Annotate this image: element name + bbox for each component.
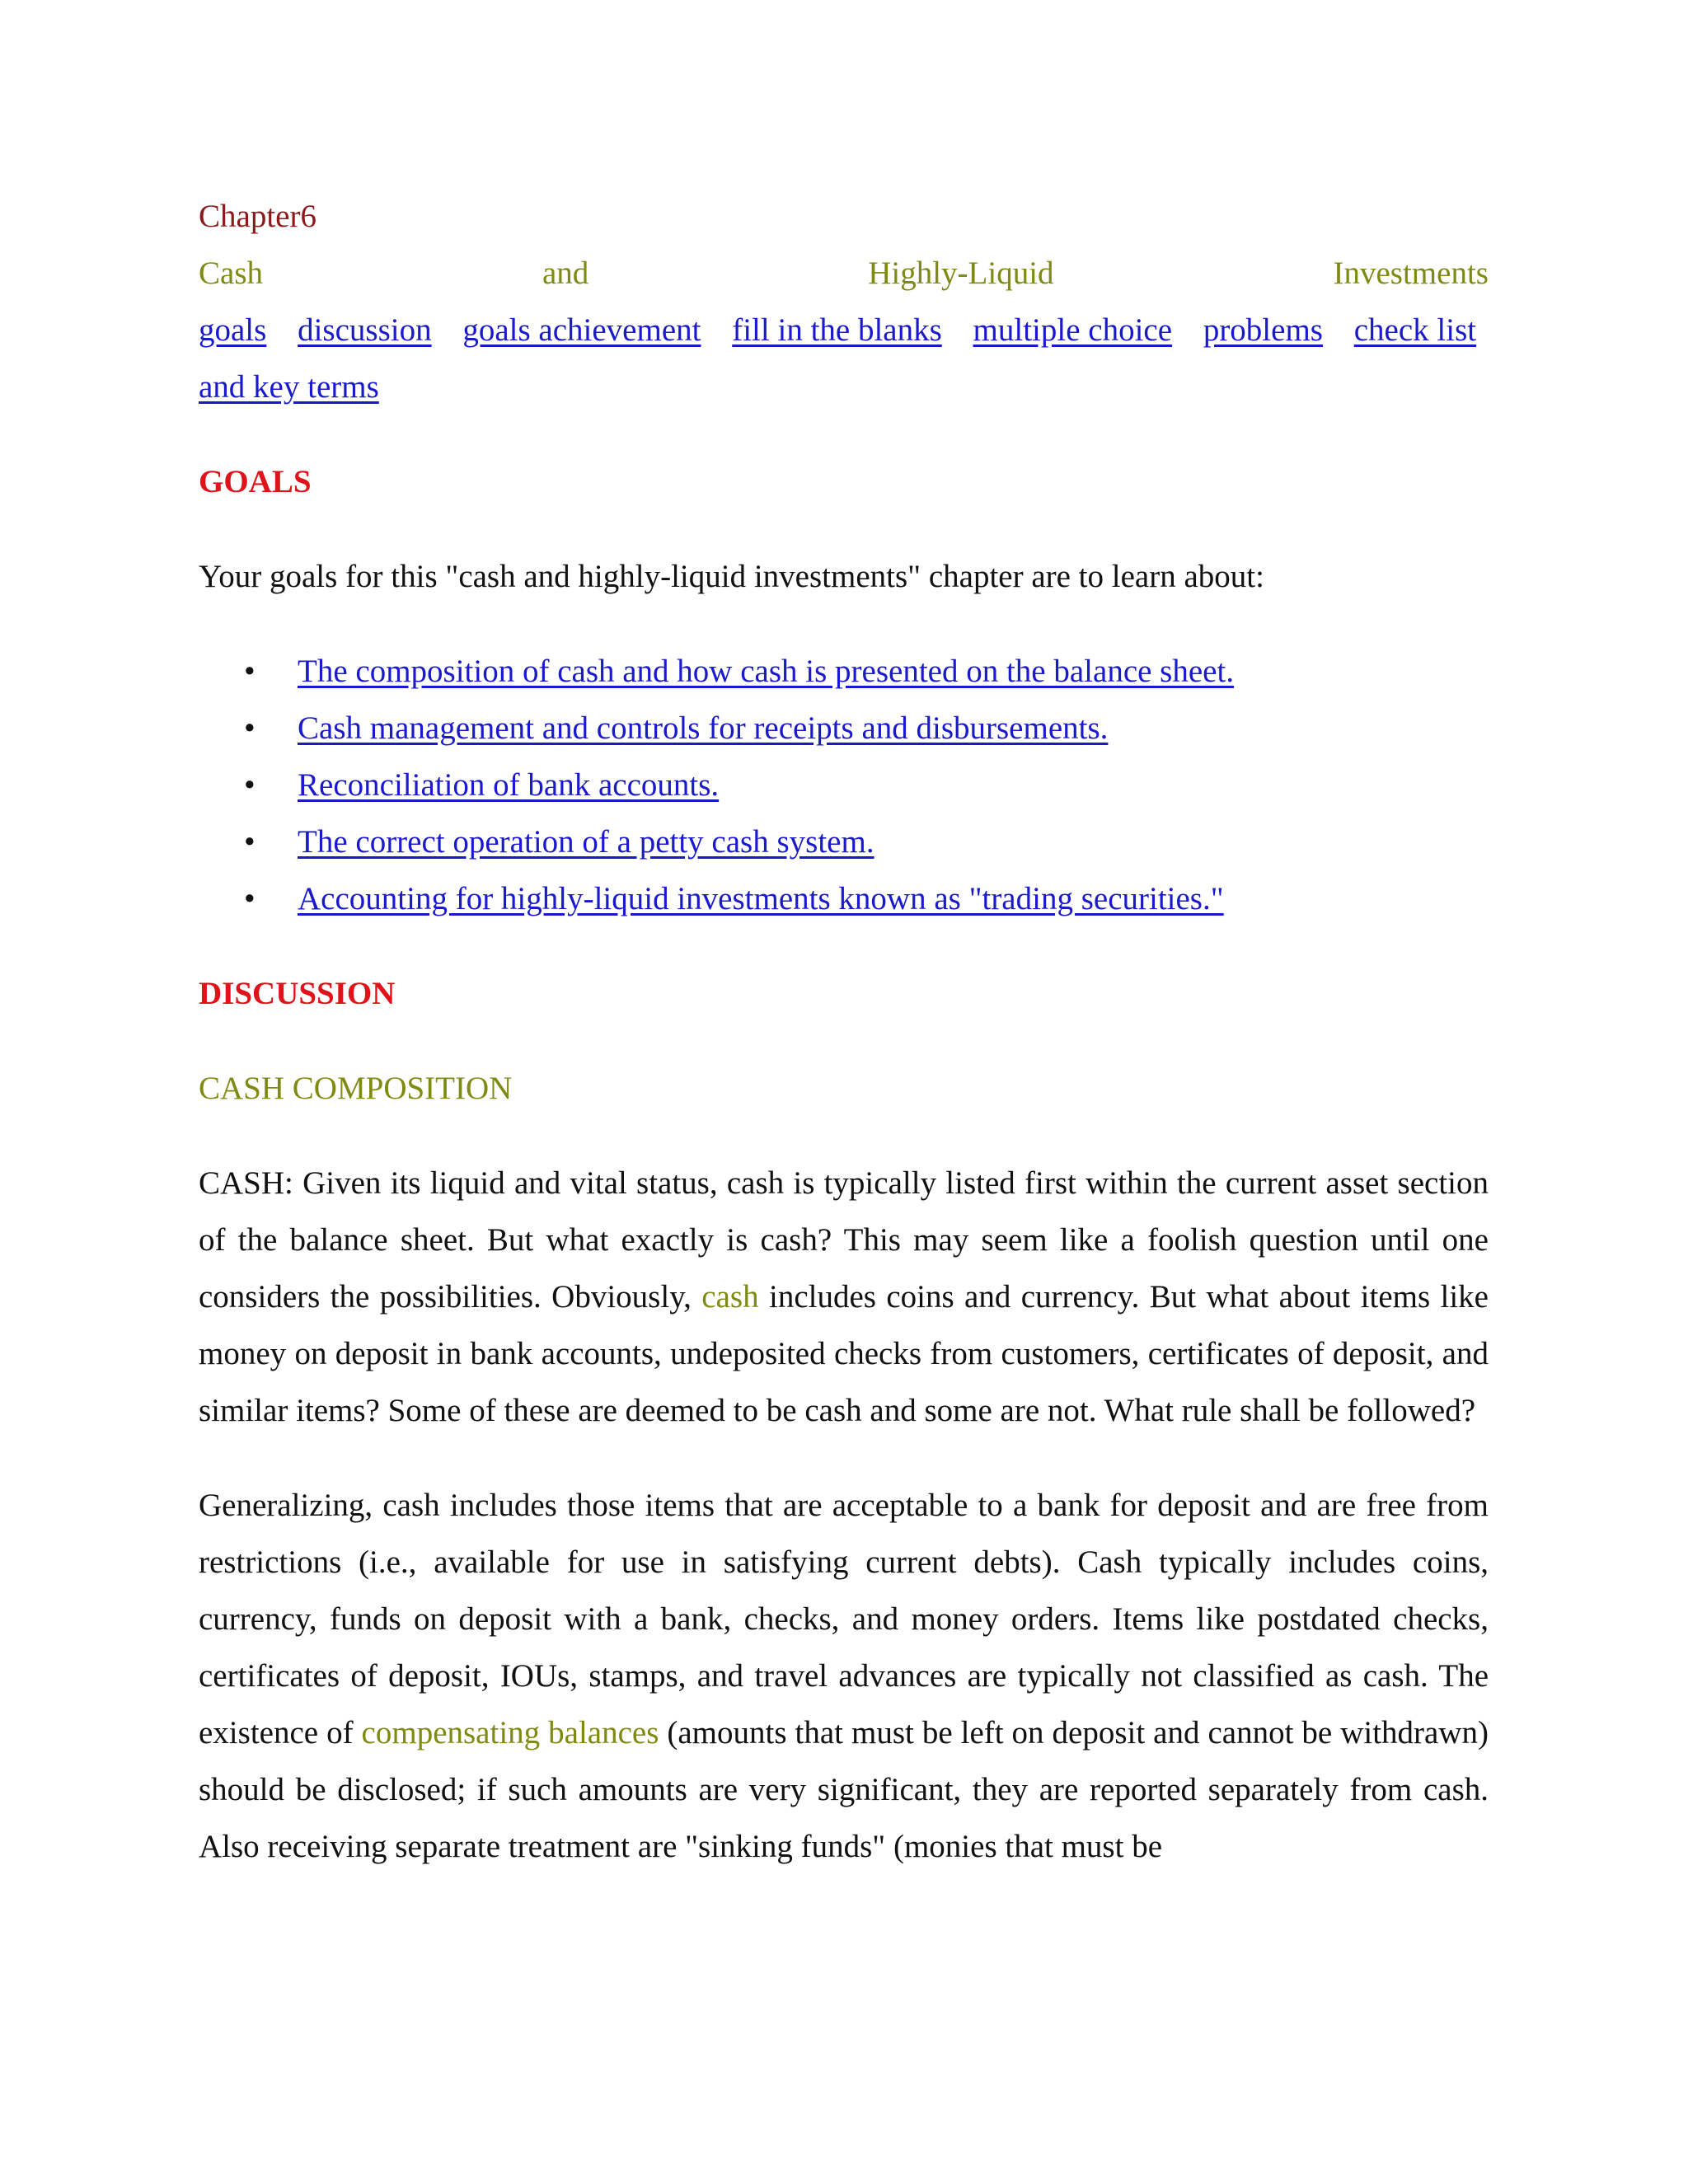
goals-list (199, 643, 1489, 927)
nav-link-goals-achievement[interactable]: goals achievement (462, 312, 701, 348)
goals-intro: Your goals for this "cash and highly-liquid investments" chapter are to learn about: (199, 559, 1264, 594)
list-item (199, 813, 1489, 870)
title-word: and (542, 255, 589, 291)
discussion-heading: DISCUSSION (199, 976, 396, 1011)
key-term: compensating balances (361, 1715, 659, 1750)
title-word: Highly-Liquid (868, 255, 1054, 291)
bullet-icon: • (244, 710, 256, 746)
nav-link-key-terms[interactable]: and key terms (199, 369, 379, 405)
paragraph-cash (199, 1155, 1489, 1439)
nav-link-check-list[interactable]: check list (1353, 312, 1477, 348)
title-word: Investments (1333, 255, 1489, 291)
chapter-nav (199, 302, 1489, 359)
nav-link-fill-in-the-blanks[interactable]: fill in the blanks (732, 312, 942, 348)
goal-link[interactable]: Reconciliation of bank accounts. (298, 767, 720, 803)
goals-heading: GOALS (199, 464, 312, 499)
list-item (199, 643, 1489, 700)
chapter-label: Chapter6 (199, 199, 316, 234)
nav-link-multiple-choice[interactable]: multiple choice (973, 312, 1173, 348)
chapter-title (199, 245, 1489, 302)
list-item (199, 757, 1489, 813)
paragraph-text: Generalizing, cash includes those items that are acceptable to a bank for deposit and are free from restrictions (i.e., available for use in satisfying current debts). Cash typically includes coins, currency, funds on deposit with a bank, checks, and money orders. Items like postdated checks, certificates of deposit, IOUs, stamps, and travel advances are typically not classified as cash. The existence of (199, 1488, 1489, 1750)
list-item (199, 870, 1489, 927)
document-content (199, 188, 1489, 1875)
nav-link-problems[interactable]: problems (1203, 312, 1323, 348)
bullet-icon: • (244, 824, 256, 860)
cash-composition-heading: CASH COMPOSITION (199, 1071, 513, 1106)
paragraph-text: CASH: Given its liquid and vital status, cash is typically listed first within the current asset section of the balance sheet. But what exactly is cash? This may seem like a foolish question until one considers the possibilities. Obviously, (199, 1165, 1489, 1315)
goal-link[interactable]: Cash management and controls for receipts and disbursements. (298, 710, 1109, 746)
goal-link[interactable]: The correct operation of a petty cash system. (298, 824, 874, 860)
list-item (199, 700, 1489, 757)
nav-link-discussion[interactable]: discussion (298, 312, 432, 348)
paragraph-text: includes coins and currency. But what about items like money on deposit in bank accounts, undeposited checks from customers, certificates of deposit, and similar items? Some of these are deemed to be cash and some are not. What rule shall be followed? (199, 1279, 1489, 1428)
chapter-nav-continued (199, 359, 1489, 415)
goal-link[interactable]: Accounting for highly-liquid investments known as "trading securities." (298, 881, 1224, 916)
goal-link[interactable]: The composition of cash and how cash is presented on the balance sheet. (298, 654, 1235, 689)
nav-link-goals[interactable]: goals (199, 312, 267, 348)
title-word: Cash (199, 255, 263, 291)
bullet-icon: • (244, 654, 256, 689)
key-term: cash (701, 1279, 759, 1315)
bullet-icon: • (244, 881, 256, 916)
bullet-icon: • (244, 767, 256, 803)
paragraph-generalizing (199, 1477, 1489, 1875)
paragraph-text: (amounts that must be left on deposit and cannot be withdrawn) should be disclosed; if such amounts are very significant, they are reported separately from cash. Also receiving separate treatment are "sinking funds" (monies that must be (199, 1715, 1489, 1864)
